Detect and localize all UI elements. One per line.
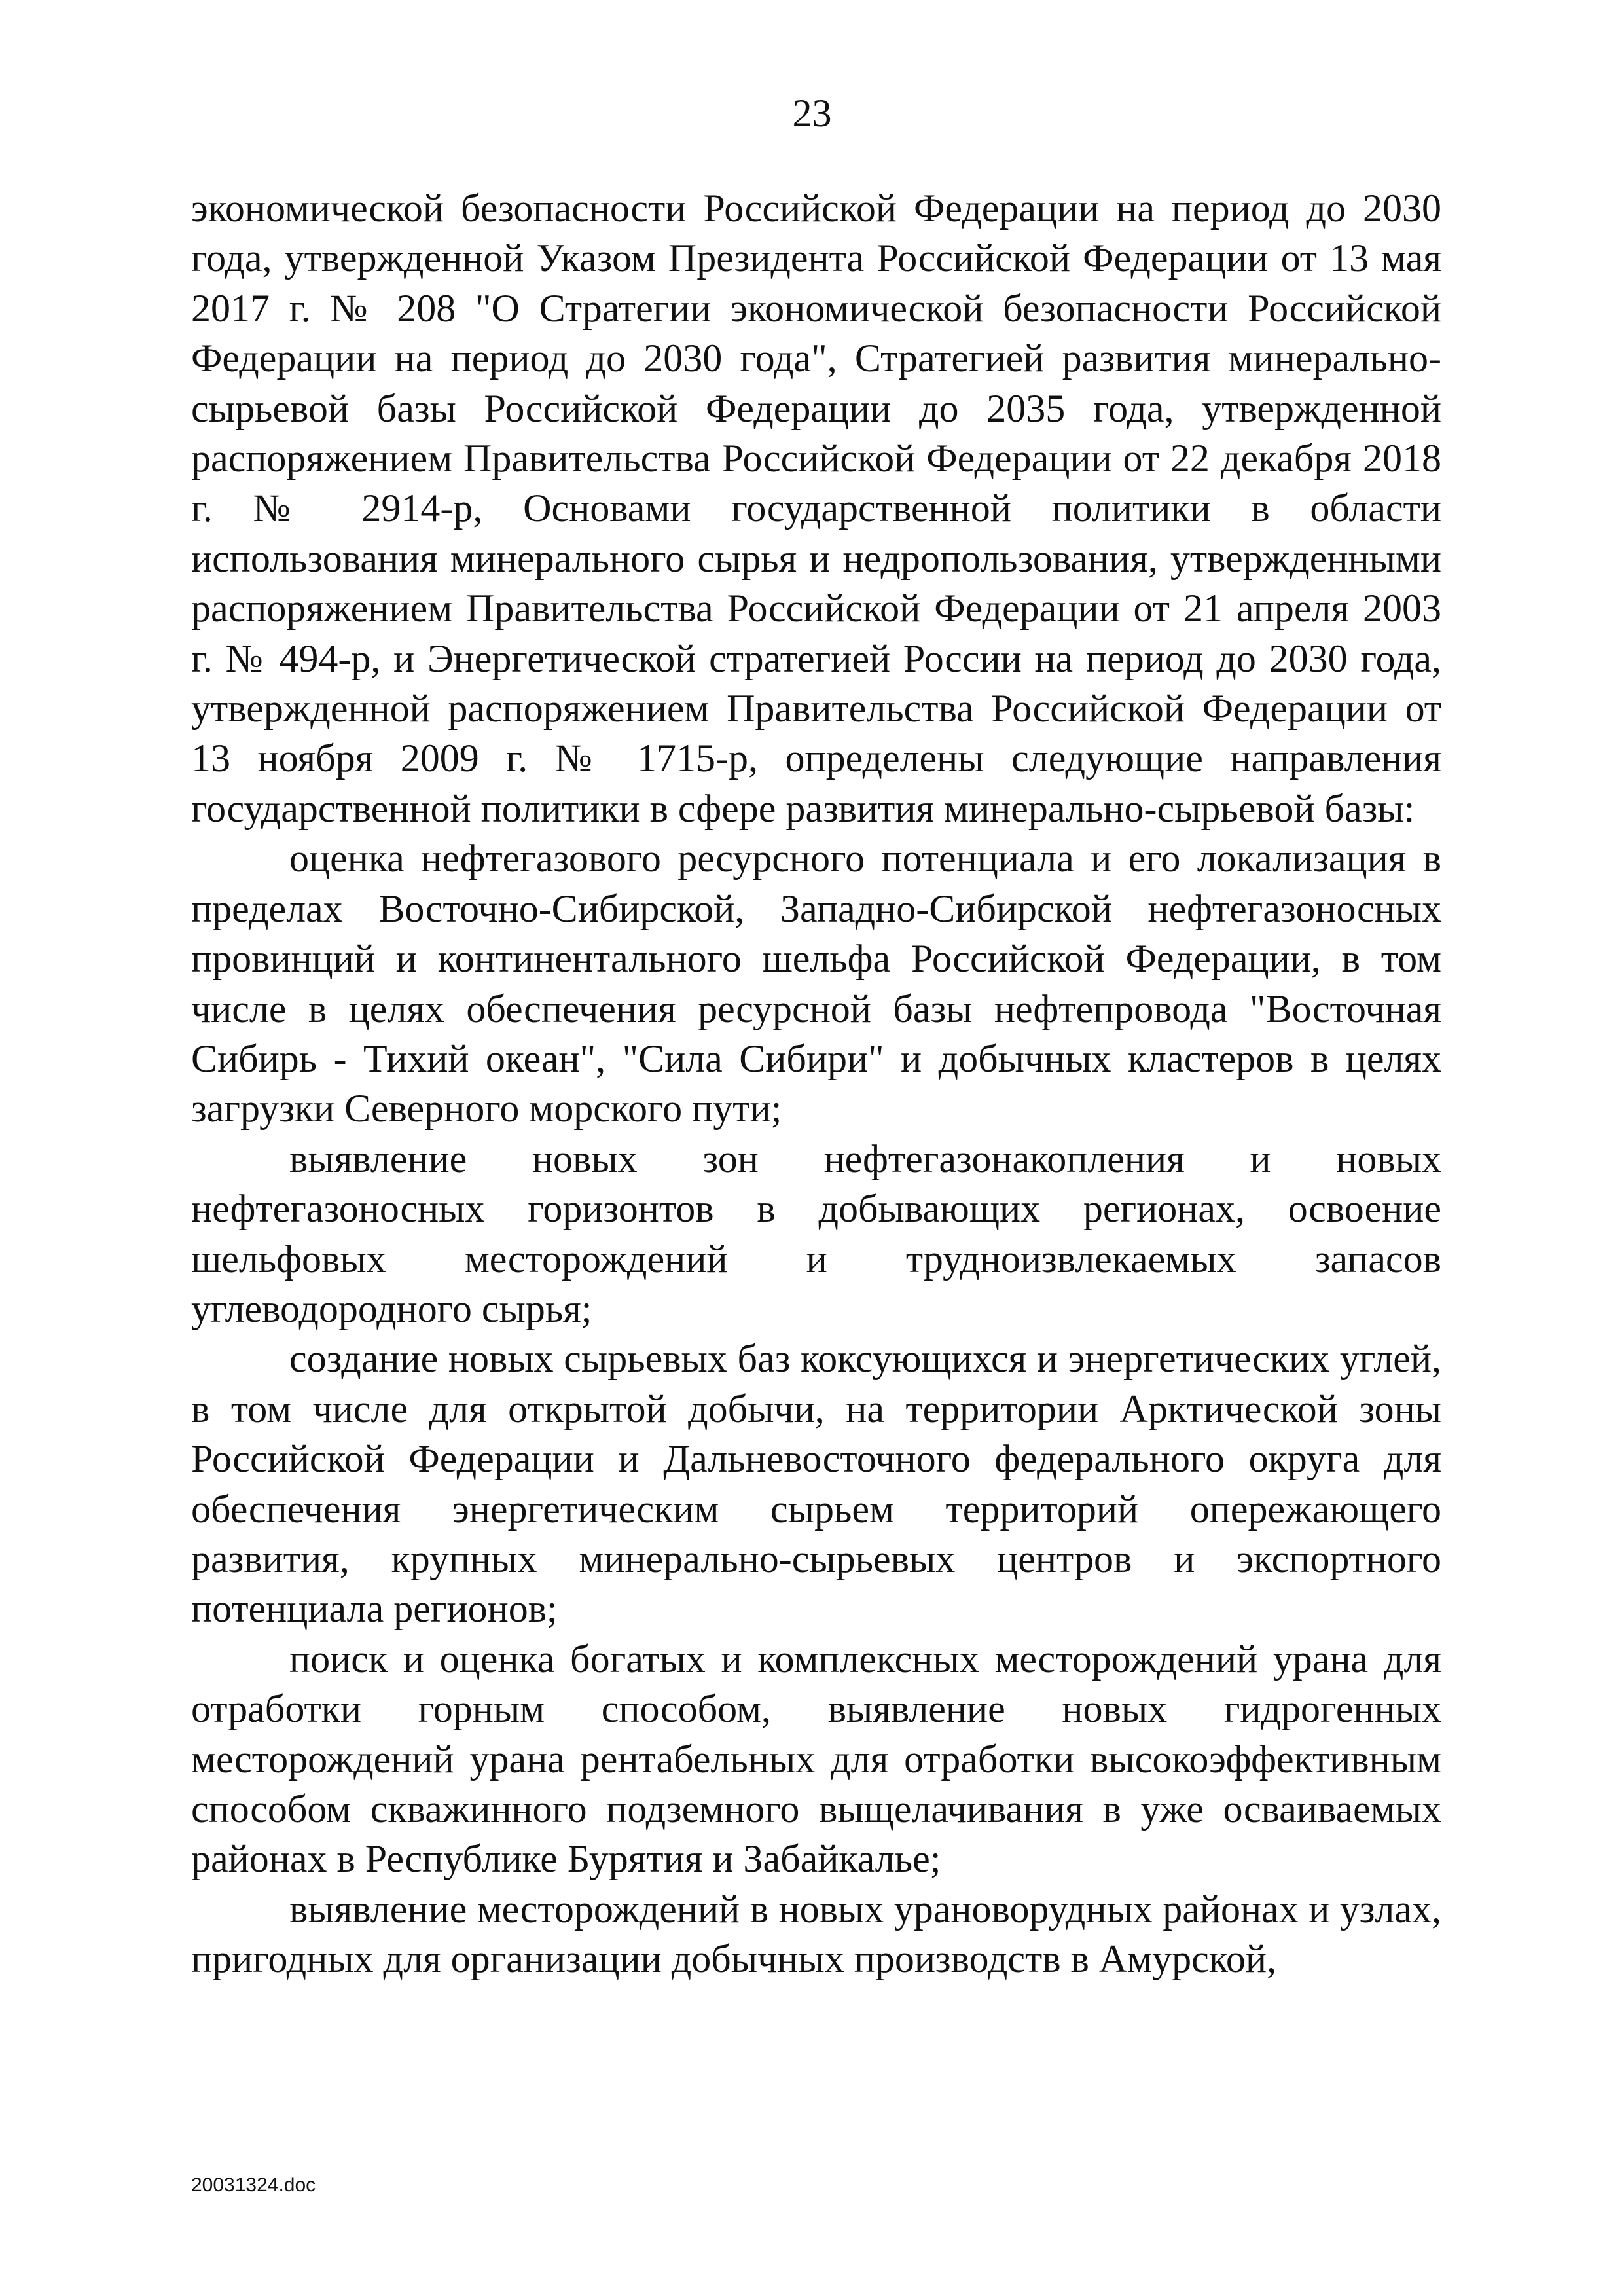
paragraph-uranium-regions: выявление месторождений в новых урановорудных районах и узлах, пригодных для организации добычных производств в Амурской, — [191, 1887, 1441, 1981]
paragraph-oil-gas-potential: оценка нефтегазового ресурсного потенциала и его локализация в пределах Восточно-Сибирской, Западно-Сибирской нефтегазоносных провинций и континентального шельфа Российской Федерации, в том числе в целях обеспечения ресурсной базы нефтепровода "Восточная Сибирь - Тихий океан", "Сила Сибири" и добычных кластеров в целях загрузки Северного морского пути; — [191, 837, 1441, 1131]
paragraph-uranium-search: поиск и оценка богатых и комплексных месторождений урана для отработки горным способом, выявление новых гидрогенных месторождений урана рентабельных для отработки высокоэффективным способом скважинного подземного выщелачивания в уже осваиваемых районах в Республике Бурятия и Забайкалье; — [191, 1637, 1441, 1881]
paragraph-coal-bases: создание новых сырьевых баз коксующихся и энергетических углей, в том числе для открытой добычи, на территории Арктической зоны Российской Федерации и Дальневосточного федерального округа для обеспечения энергетическим сырьем территорий опережающего развития, крупных минерально-сырьевых центров и экспортного потенциала регионов; — [191, 1337, 1441, 1631]
paragraph-new-zones: выявление новых зон нефтегазонакопления и новых нефтегазоносных горизонтов в добывающих регионах, освоение шельфовых месторождений и трудноизвлекаемых запасов углеводородного сырья; — [191, 1137, 1441, 1330]
paragraph-continuation: экономической безопасности Российской Федерации на период до 2030 года, утвержденной Указом Президента Российской Федерации от 13 мая 2017 г. № 208 "О Стратегии экономической безопасности Российской Федерации на период до 2030 года", Стратегией развития минерально-сырьевой базы Российской Федерации до 2035 года, утвержденной распоряжением Правительства Российской Федерации от 22 декабря 2018 г. № 2914-р, Основами государственной политики в области использования минерального сырья и недропользования, утвержденными распоряжением Правительства Российской Федерации от 21 апреля 2003 г. № 494-р, и Энергетической стратегией России на период до 2030 года, утвержденной распоряжением Правительства Российской Федерации от 13 ноября 2009 г. № 1715-р, определены следующие направления государственной политики в сфере развития минерально-сырьевой базы: — [191, 187, 1441, 830]
page-number: 23 — [792, 92, 832, 135]
file-name-footer: 20031324.doc — [191, 2174, 316, 2196]
document-body — [191, 183, 1441, 1984]
